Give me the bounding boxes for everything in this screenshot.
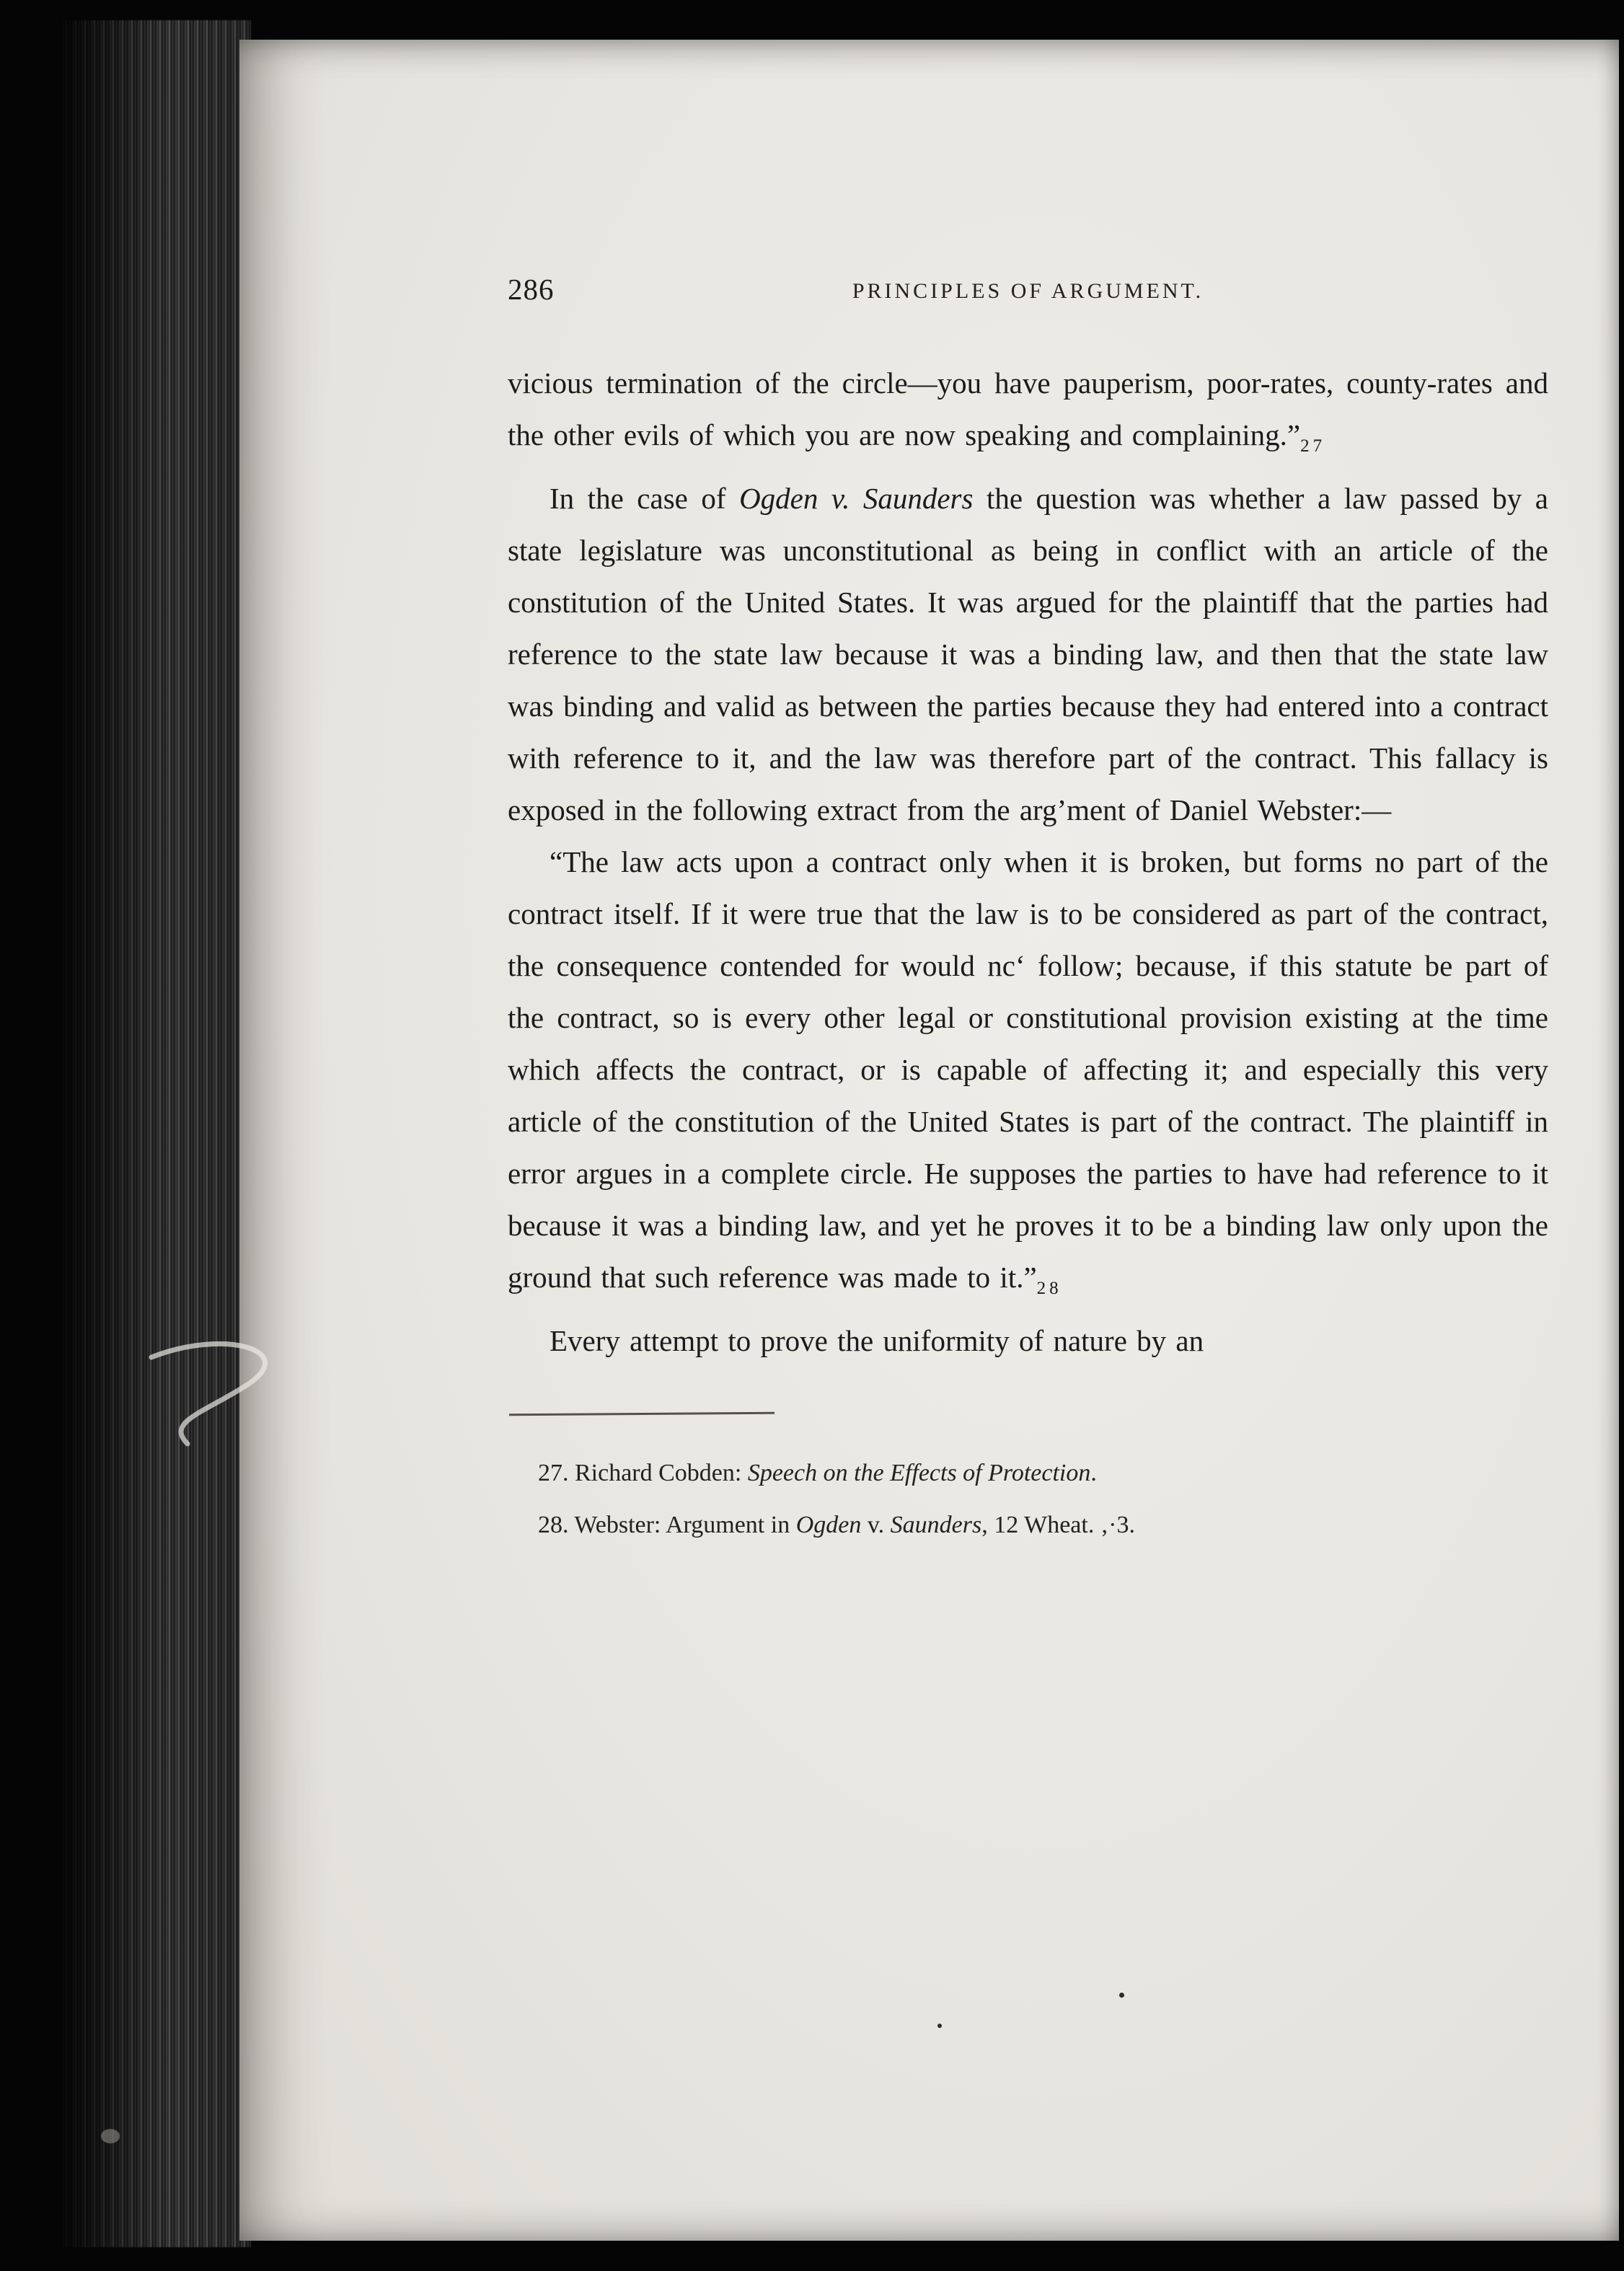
text-segment: In the case of [550, 482, 740, 515]
running-head: PRINCIPLES OF ARGUMENT. [852, 279, 1204, 303]
text-segment: Saunders [890, 1512, 982, 1538]
text-segment: Ogden v. Saunders [739, 482, 974, 515]
paragraph [508, 472, 1548, 836]
scan-speck [937, 2024, 942, 2028]
text-segment: , 12 Wheat. ‚·3. [981, 1512, 1135, 1538]
paragraph [508, 1315, 1548, 1367]
paragraph [508, 357, 1548, 472]
text-segment: Every attempt to prove the uniformity of nature by an [550, 1324, 1204, 1357]
text-segment: vicious termination of the circle—you have pauperism, poor-rates, county-rates and the other evils of which you are now speaking and complaining.” [508, 366, 1548, 451]
page-header [508, 272, 1548, 315]
footnote [538, 1452, 1548, 1494]
text-segment: the question was whether a law passed by a state legislature was unconstitutional as being in conflict with an article of the constitution of the United States. It was argued for the plaintiff that the parties had reference to the state law because it was a binding law, and then that the state law was binding and valid as between the parties because they had entered into a contract with reference to it, and the law was therefore part of the contract. This fallacy is exposed in the following extract from the arg’ment of Daniel Webster:— [508, 482, 1548, 826]
text-segment: Ogden [795, 1512, 862, 1538]
body-paragraphs [508, 357, 1548, 1367]
book-page [239, 40, 1619, 2241]
paragraph [508, 836, 1548, 1315]
footnote-reference: 27 [1300, 436, 1326, 456]
page-text-area [239, 40, 1619, 1546]
book-page-edges [62, 20, 251, 2247]
page-number: 286 [508, 273, 555, 306]
text-segment: 28. Webster: Argument in [538, 1512, 796, 1538]
footnote-list [508, 1452, 1548, 1546]
text-segment: “The law acts upon a contract only when it is broken, but forms no part of the contract itself. If it were true that the law is to be considered as part of the contract, the consequence contended for would nc‘ follow; because, if this statute be part of the contract, so is every other legal or constitutional provision existing at the time which affects the contract, or is capable of affecting it; and especially this very article of the constitution of the United States is part of the contract. The plaintiff in error argues in a complete circle. He supposes the parties to have had reference to it because it was a binding law, and yet he proves it to be a binding law only upon the ground that such reference was made to it.” [508, 845, 1548, 1294]
footnote-reference: 28 [1036, 1279, 1062, 1298]
text-segment: . [1090, 1460, 1097, 1486]
scan-speck [101, 2129, 120, 2143]
footnote [538, 1504, 1548, 1546]
text-segment: 27. Richard Cobden: [538, 1460, 748, 1486]
text-segment: v. [861, 1512, 891, 1538]
scan-speck [1119, 1993, 1124, 1998]
text-segment: Speech on the Effects of Protection [747, 1460, 1091, 1486]
book-edge-shadow [62, 20, 251, 2247]
footnote-rule [509, 1412, 775, 1416]
